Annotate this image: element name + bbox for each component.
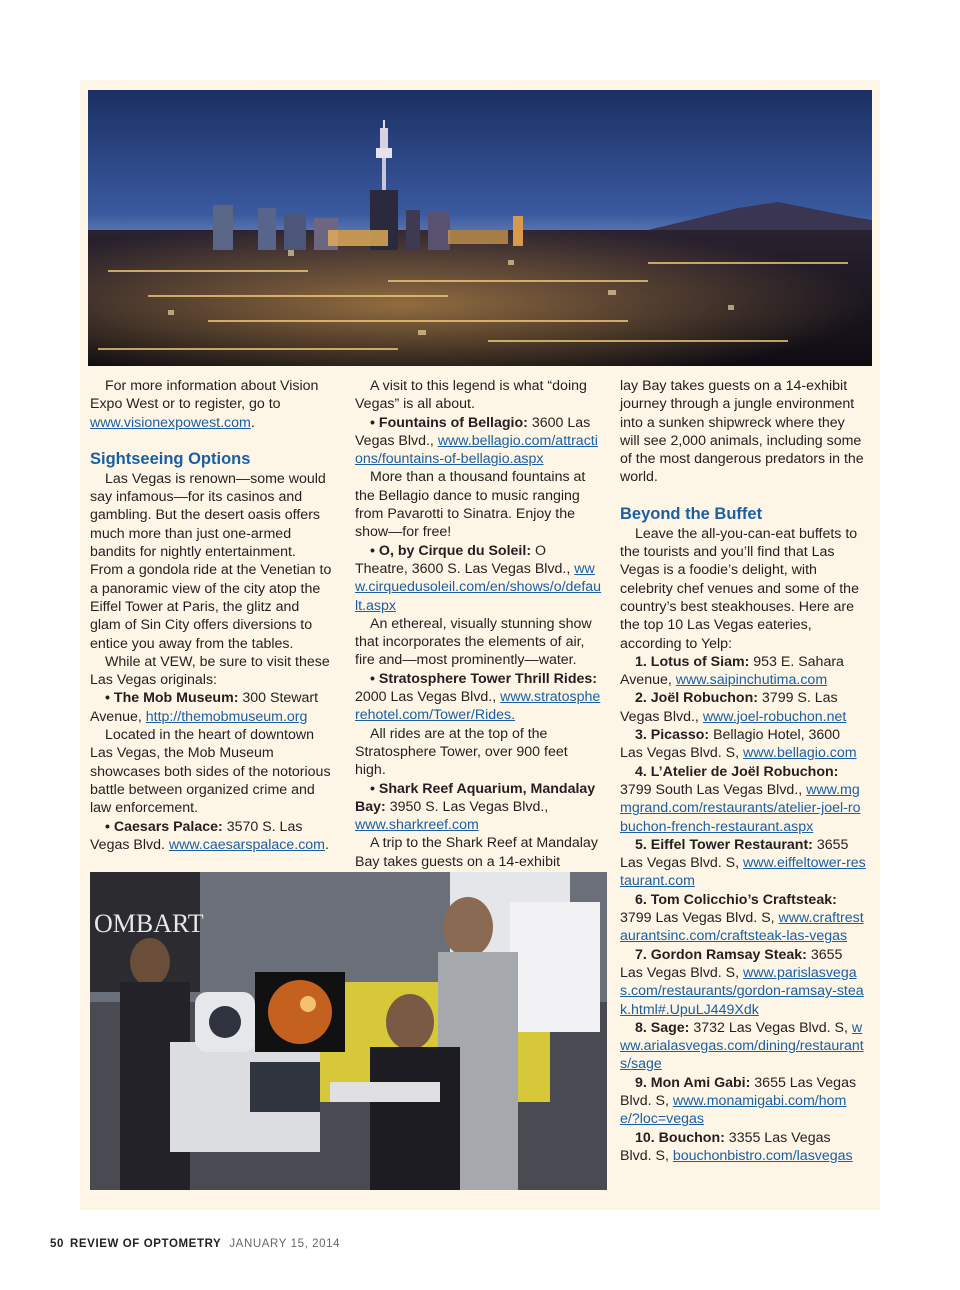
originals-paragraph: While at VEW, be sure to visit these Las Vegas originals: bbox=[90, 653, 330, 689]
restaurant-address: Bellagio Hotel, 3600 Las Vegas Blvd. S, bbox=[620, 727, 841, 762]
ombart-sign-text: OMBART bbox=[94, 909, 204, 938]
restaurant-link[interactable]: bouchonbistro.com/lasvegas bbox=[672, 1147, 853, 1164]
restaurant-link[interactable]: www.joel-robuchon.net bbox=[702, 708, 847, 725]
stratosphere-description: All rides are at the top of the Stratosphere Tower, over 900 feet high. bbox=[355, 725, 568, 779]
shark-reef-continued: lay Bay takes guests on a 14-exhibit journey through a jungle environment into a sunken shipwreck where they will see 2,000 animals, including some of the most dangerous predators in the world. bbox=[620, 378, 864, 486]
bellagio-address: 3600 Las Vegas Blvd., bbox=[355, 414, 591, 449]
cirque-link[interactable]: www.cirquedusoleil.com/en/shows/o/default.aspx bbox=[355, 560, 602, 614]
restaurant-link[interactable]: www.bellagio.com bbox=[743, 745, 857, 762]
restaurant-name: 10. Bouchon: bbox=[635, 1129, 725, 1146]
shark-reef-name: • Shark Reef Aquarium, Mandalay Bay: bbox=[355, 780, 596, 815]
cirque-description: An ethereal, visually stunning show that incorporates the elements of air, fire and—most prominently—water. bbox=[355, 615, 592, 669]
restaurant-entry bbox=[620, 836, 866, 891]
page-number: 50 bbox=[50, 1238, 64, 1250]
caesars-link[interactable]: www.caesarspalace.com bbox=[168, 836, 325, 853]
mob-museum-link[interactable]: http://themobmuseum.org bbox=[145, 708, 308, 725]
stratosphere-address: 2000 Las Vegas Blvd., bbox=[355, 689, 501, 706]
restaurant-link[interactable]: www.saipinchutima.com bbox=[675, 672, 828, 689]
restaurant-entry bbox=[620, 891, 866, 946]
shark-reef-description bbox=[355, 834, 602, 870]
restaurant-name: 2. Joël Robuchon: bbox=[635, 690, 758, 707]
restaurant-link[interactable]: www.parislasvegas.com/restaurants/gordon-ramsay-steak.html#.UpuLJ449Xdk bbox=[620, 964, 864, 1018]
article-column-1 bbox=[90, 377, 332, 854]
restaurant-entry bbox=[620, 1074, 866, 1129]
restaurant-name: 9. Mon Ami Gabi: bbox=[635, 1074, 751, 1091]
caesars-name: • Caesars Palace: bbox=[105, 818, 223, 835]
restaurant-address: 3799 South Las Vegas Blvd., bbox=[620, 781, 807, 798]
restaurant-entry bbox=[620, 1129, 866, 1166]
restaurant-link[interactable]: www.craftrestaurantsinc.com/craftsteak-las-vegas bbox=[620, 910, 864, 945]
restaurant-name: 5. Eiffel Tower Restaurant: bbox=[635, 836, 813, 853]
restaurant-list bbox=[620, 653, 866, 1165]
beyond-buffet-heading: Beyond the Buffet bbox=[620, 504, 763, 523]
restaurant-address: 953 E. Sahara Avenue, bbox=[620, 653, 844, 689]
caesars-address: 3570 S. Las Vegas Blvd. bbox=[90, 818, 303, 853]
restaurant-entry bbox=[620, 946, 866, 1019]
vew-link[interactable]: www.visionexpowest.com bbox=[90, 414, 251, 431]
issue-date: JANUARY 15, 2014 bbox=[229, 1238, 341, 1250]
caesars-end: . bbox=[325, 836, 329, 853]
restaurant-link[interactable]: www.arialasvegas.com/dining/restaurants/sage bbox=[620, 1019, 864, 1073]
stratosphere-entry bbox=[355, 670, 602, 725]
restaurant-address: 3655 Las Vegas Blvd. S, bbox=[620, 946, 843, 981]
restaurant-name: 1. Lotus of Siam: bbox=[635, 653, 750, 670]
restaurant-name: 4. L’Atelier de Joël Robuchon: bbox=[635, 763, 839, 780]
intro-end: . bbox=[250, 414, 255, 431]
stratosphere-name: • Stratosphere Tower Thrill Rides: bbox=[370, 670, 598, 687]
shark-reef-description-text: A trip to the Shark Reef at Mandalay Bay takes guests on a 14-exhibit bbox=[355, 835, 598, 870]
mob-museum-address: 300 Stewart Avenue, bbox=[90, 690, 319, 725]
restaurant-name: 6. Tom Colicchio’s Craftsteak: bbox=[635, 891, 837, 908]
restaurant-address: 3355 Las Vegas Blvd. S, bbox=[620, 1129, 831, 1164]
cirque-address: O Theatre, 3600 S. Las Vegas Blvd., bbox=[355, 542, 575, 577]
page-footer bbox=[50, 1238, 340, 1250]
restaurant-address: 3799 Las Vegas Blvd. S, bbox=[620, 910, 779, 927]
legend-paragraph: A visit to this legend is what “doing Vegas” is all about. bbox=[355, 378, 587, 413]
mob-museum-name: • The Mob Museum: bbox=[105, 690, 239, 707]
restaurant-address: 3799 S. Las Vegas Blvd., bbox=[620, 690, 838, 725]
restaurant-entry bbox=[620, 653, 866, 690]
bellagio-description: More than a thousand fountains at the Bellagio dance to music ranging from Pavarotti to Sinatra. Enjoy the show—for free! bbox=[355, 469, 586, 541]
restaurant-link[interactable]: www.monamigabi.com/home/?loc=vegas bbox=[620, 1092, 847, 1128]
bellagio-entry bbox=[355, 414, 602, 469]
restaurant-link[interactable]: www.eiffeltower-restaurant.com bbox=[620, 855, 866, 890]
restaurant-link[interactable]: www.mgmgrand.com/restaurants/atelier-joel-robuchon-french-restaurant.aspx bbox=[620, 781, 861, 835]
optometry-expo-booth-photo bbox=[90, 872, 607, 1190]
bellagio-name: • Fountains of Bellagio: bbox=[370, 414, 528, 431]
restaurant-address: 3655 Las Vegas Blvd. S, bbox=[620, 836, 849, 872]
restaurant-entry bbox=[620, 726, 866, 763]
restaurant-entry bbox=[620, 689, 866, 726]
cirque-entry bbox=[355, 542, 602, 615]
bellagio-link[interactable]: www.bellagio.com/attractions/fountains-of-bellagio.aspx bbox=[355, 432, 598, 468]
restaurant-address: 3655 Las Vegas Blvd. S, bbox=[620, 1074, 857, 1109]
intro-text: For more information about Vision Expo West or to register, go to bbox=[90, 378, 319, 413]
restaurant-entry bbox=[620, 1019, 866, 1074]
restaurant-name: 7. Gordon Ramsay Steak: bbox=[635, 946, 807, 963]
restaurant-entry bbox=[620, 763, 866, 836]
mob-museum-description: Located in the heart of downtown Las Vegas, the Mob Museum showcases both sides of the notorious battle between organized crime and law enforcement. bbox=[90, 727, 331, 817]
restaurant-name: 3. Picasso: bbox=[635, 727, 710, 744]
article-column-3 bbox=[620, 377, 866, 1165]
cirque-name: • O, by Cirque du Soleil: bbox=[370, 542, 532, 559]
buffet-intro: Leave the all-you-can-eat buffets to the tourists and you’ll find that Las Vegas is a foodie’s delight, with celebrity chef venues and some of the country’s best steakhouses. Here are the top 10 Las Vegas eateries, according to Yelp: bbox=[620, 525, 859, 652]
shark-reef-entry bbox=[355, 780, 602, 835]
city-skyline-night-photo bbox=[88, 90, 872, 366]
magazine-name: REVIEW OF OPTOMETRY bbox=[70, 1238, 222, 1250]
sightseeing-paragraph: Las Vegas is renown—some would say infamous—for its casinos and gambling. But the desert oasis offers much more than just one-armed bandits for nightly entertainment. From a gondola ride at the Venetian to a panoramic view of the city atop the Eiffel Tower at Paris, the glitz and glam of Sin City offers diversions to entice you away from the tables. bbox=[90, 470, 332, 652]
sightseeing-heading: Sightseeing Options bbox=[90, 449, 251, 468]
restaurant-name: 8. Sage: bbox=[635, 1019, 690, 1036]
shark-reef-link[interactable]: www.sharkreef.com bbox=[355, 817, 479, 834]
article-column-2 bbox=[355, 377, 602, 870]
caesars-entry bbox=[90, 818, 332, 855]
shark-reef-address: 3950 S. Las Vegas Blvd., bbox=[385, 798, 549, 815]
intro-paragraph bbox=[90, 377, 332, 432]
mob-museum-entry bbox=[90, 689, 332, 726]
stratosphere-link[interactable]: www.stratospherehotel.com/Tower/Rides. bbox=[355, 689, 601, 724]
restaurant-address: 3732 Las Vegas Blvd. S, bbox=[689, 1019, 852, 1036]
